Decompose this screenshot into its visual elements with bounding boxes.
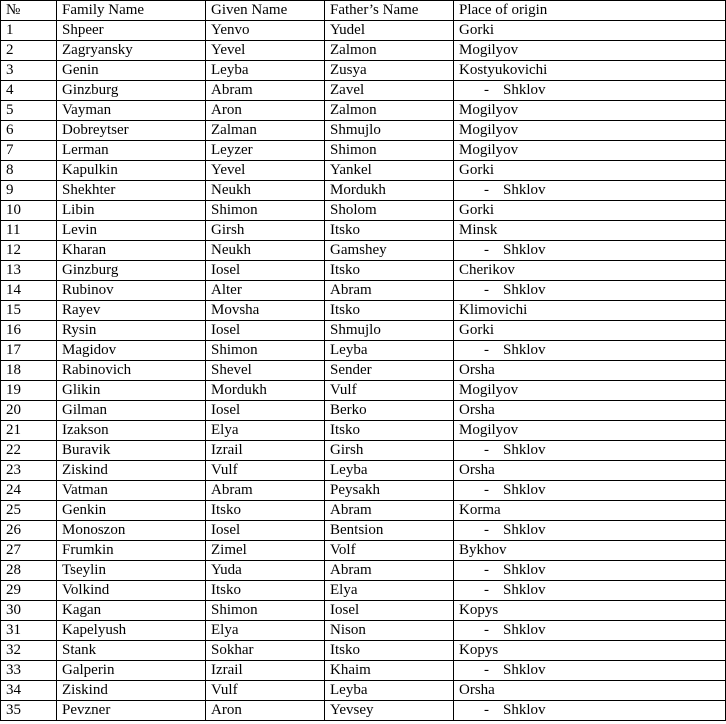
row-number: 30 <box>1 601 57 621</box>
place-dash-marker: - <box>484 242 489 258</box>
given-name-cell: Yevel <box>206 41 325 61</box>
given-name-cell: Vulf <box>206 681 325 701</box>
table-row <box>1 121 726 141</box>
fathers-name-cell: Itsko <box>325 221 454 241</box>
given-name-cell: Movsha <box>206 301 325 321</box>
family-name-cell: Frumkin <box>57 541 206 561</box>
family-name-cell: Vayman <box>57 101 206 121</box>
place-name: Shklov <box>503 482 546 498</box>
table-row <box>1 441 726 461</box>
row-number: 25 <box>1 501 57 521</box>
given-name-cell: Leyba <box>206 61 325 81</box>
row-number: 1 <box>1 21 57 41</box>
place-of-origin-cell <box>454 281 726 301</box>
place-dash-marker: - <box>484 442 489 458</box>
fathers-name-cell: Itsko <box>325 421 454 441</box>
given-name-cell: Itsko <box>206 501 325 521</box>
table-row <box>1 361 726 381</box>
fathers-name-cell: Leyba <box>325 681 454 701</box>
table-row <box>1 701 726 721</box>
family-name-cell: Zagryansky <box>57 41 206 61</box>
fathers-name-cell: Yudel <box>325 21 454 41</box>
place-dash-marker: - <box>484 82 489 98</box>
place-of-origin-cell: Bykhov <box>454 541 726 561</box>
row-number: 33 <box>1 661 57 681</box>
fathers-name-cell: Itsko <box>325 301 454 321</box>
family-name-cell: Vatman <box>57 481 206 501</box>
table-row <box>1 581 726 601</box>
place-dash-marker: - <box>484 622 489 638</box>
header-row <box>1 1 726 21</box>
place-of-origin-cell: Korma <box>454 501 726 521</box>
family-name-cell: Tseylin <box>57 561 206 581</box>
family-name-cell: Kapelyush <box>57 621 206 641</box>
table-row <box>1 221 726 241</box>
place-of-origin-cell: Gorki <box>454 321 726 341</box>
row-number: 2 <box>1 41 57 61</box>
given-name-cell: Yuda <box>206 561 325 581</box>
given-name-cell: Sokhar <box>206 641 325 661</box>
fathers-name-cell: Zusya <box>325 61 454 81</box>
row-number: 4 <box>1 81 57 101</box>
place-of-origin-cell <box>454 661 726 681</box>
place-dash-marker: - <box>484 182 489 198</box>
place-dash-marker: - <box>484 282 489 298</box>
fathers-name-cell: Zavel <box>325 81 454 101</box>
place-name: Shklov <box>503 582 546 598</box>
family-name-cell: Kagan <box>57 601 206 621</box>
family-name-cell: Rayev <box>57 301 206 321</box>
place-of-origin-cell: Gorki <box>454 161 726 181</box>
place-dash-marker: - <box>484 482 489 498</box>
row-number: 5 <box>1 101 57 121</box>
given-name-cell: Shimon <box>206 601 325 621</box>
fathers-name-cell: Bentsion <box>325 521 454 541</box>
fathers-name-cell: Zalmon <box>325 101 454 121</box>
table-row <box>1 181 726 201</box>
row-number: 6 <box>1 121 57 141</box>
place-name: Shklov <box>503 442 546 458</box>
fathers-name-cell: Sholom <box>325 201 454 221</box>
row-number: 13 <box>1 261 57 281</box>
family-name-cell: Ziskind <box>57 681 206 701</box>
table-header <box>1 1 726 21</box>
fathers-name-cell: Peysakh <box>325 481 454 501</box>
place-name: Shklov <box>503 342 546 358</box>
fathers-name-cell: Gamshey <box>325 241 454 261</box>
row-number: 26 <box>1 521 57 541</box>
family-name-cell: Pevzner <box>57 701 206 721</box>
place-of-origin-cell: Kopys <box>454 601 726 621</box>
row-number: 15 <box>1 301 57 321</box>
row-number: 34 <box>1 681 57 701</box>
place-dash-marker: - <box>484 702 489 718</box>
table-row <box>1 241 726 261</box>
family-name-cell: Galperin <box>57 661 206 681</box>
fathers-name-cell: Mordukh <box>325 181 454 201</box>
row-number: 35 <box>1 701 57 721</box>
row-number: 16 <box>1 321 57 341</box>
family-name-cell: Stank <box>57 641 206 661</box>
given-name-cell: Shevel <box>206 361 325 381</box>
header-given-name: Given Name <box>206 1 325 21</box>
fathers-name-cell: Khaim <box>325 661 454 681</box>
place-of-origin-cell: Orsha <box>454 361 726 381</box>
table-body <box>1 21 726 721</box>
place-of-origin-cell: Minsk <box>454 221 726 241</box>
table-row <box>1 621 726 641</box>
row-number: 27 <box>1 541 57 561</box>
fathers-name-cell: Iosel <box>325 601 454 621</box>
table-row <box>1 461 726 481</box>
given-name-cell: Izrail <box>206 441 325 461</box>
place-name: Shklov <box>503 282 546 298</box>
row-number: 24 <box>1 481 57 501</box>
given-name-cell: Itsko <box>206 581 325 601</box>
fathers-name-cell: Volf <box>325 541 454 561</box>
place-of-origin-cell <box>454 241 726 261</box>
table-row <box>1 281 726 301</box>
fathers-name-cell: Shmujlo <box>325 121 454 141</box>
row-number: 18 <box>1 361 57 381</box>
place-of-origin-cell: Cherikov <box>454 261 726 281</box>
place-of-origin-cell <box>454 621 726 641</box>
family-name-cell: Izakson <box>57 421 206 441</box>
fathers-name-cell: Abram <box>325 561 454 581</box>
family-name-cell: Ziskind <box>57 461 206 481</box>
place-of-origin-cell: Gorki <box>454 201 726 221</box>
row-number: 3 <box>1 61 57 81</box>
given-name-cell: Iosel <box>206 401 325 421</box>
family-name-cell: Rabinovich <box>57 361 206 381</box>
family-name-cell: Magidov <box>57 341 206 361</box>
table-row <box>1 141 726 161</box>
family-name-cell: Volkind <box>57 581 206 601</box>
fathers-name-cell: Abram <box>325 281 454 301</box>
place-name: Shklov <box>503 182 546 198</box>
given-name-cell: Mordukh <box>206 381 325 401</box>
place-of-origin-cell: Kopys <box>454 641 726 661</box>
given-name-cell: Girsh <box>206 221 325 241</box>
place-name: Shklov <box>503 622 546 638</box>
fathers-name-cell: Shimon <box>325 141 454 161</box>
place-of-origin-cell: Mogilyov <box>454 421 726 441</box>
fathers-name-cell: Abram <box>325 501 454 521</box>
table-row <box>1 561 726 581</box>
row-number: 12 <box>1 241 57 261</box>
table-row <box>1 661 726 681</box>
row-number: 31 <box>1 621 57 641</box>
given-name-cell: Iosel <box>206 261 325 281</box>
family-name-cell: Rysin <box>57 321 206 341</box>
place-of-origin-cell <box>454 561 726 581</box>
given-name-cell: Izrail <box>206 661 325 681</box>
given-name-cell: Aron <box>206 101 325 121</box>
place-of-origin-cell: Mogilyov <box>454 101 726 121</box>
given-name-cell: Aron <box>206 701 325 721</box>
given-name-cell: Zalman <box>206 121 325 141</box>
place-of-origin-cell: Mogilyov <box>454 121 726 141</box>
table-row <box>1 421 726 441</box>
place-dash-marker: - <box>484 342 489 358</box>
family-name-cell: Shekhter <box>57 181 206 201</box>
table-row <box>1 301 726 321</box>
place-name: Shklov <box>503 702 546 718</box>
header-family-name: Family Name <box>57 1 206 21</box>
fathers-name-cell: Girsh <box>325 441 454 461</box>
place-of-origin-cell <box>454 441 726 461</box>
family-name-cell: Buravik <box>57 441 206 461</box>
place-of-origin-cell: Gorki <box>454 21 726 41</box>
place-of-origin-cell <box>454 521 726 541</box>
place-of-origin-cell <box>454 481 726 501</box>
family-name-cell: Glikin <box>57 381 206 401</box>
place-name: Shklov <box>503 562 546 578</box>
fathers-name-cell: Leyba <box>325 461 454 481</box>
given-name-cell: Alter <box>206 281 325 301</box>
given-name-cell: Abram <box>206 481 325 501</box>
table-row <box>1 681 726 701</box>
fathers-name-cell: Elya <box>325 581 454 601</box>
table-row <box>1 481 726 501</box>
given-name-cell: Neukh <box>206 241 325 261</box>
row-number: 20 <box>1 401 57 421</box>
table-row <box>1 381 726 401</box>
table-row <box>1 641 726 661</box>
place-dash-marker: - <box>484 582 489 598</box>
place-of-origin-cell: Mogilyov <box>454 381 726 401</box>
family-name-cell: Ginzburg <box>57 81 206 101</box>
place-dash-marker: - <box>484 662 489 678</box>
table-row <box>1 41 726 61</box>
given-name-cell: Zimel <box>206 541 325 561</box>
fathers-name-cell: Yankel <box>325 161 454 181</box>
place-of-origin-cell: Orsha <box>454 681 726 701</box>
row-number: 21 <box>1 421 57 441</box>
place-name: Shklov <box>503 522 546 538</box>
place-name: Shklov <box>503 82 546 98</box>
place-of-origin-cell: Klimovichi <box>454 301 726 321</box>
row-number: 14 <box>1 281 57 301</box>
table-row <box>1 501 726 521</box>
given-name-cell: Neukh <box>206 181 325 201</box>
family-name-cell: Ginzburg <box>57 261 206 281</box>
table-row <box>1 81 726 101</box>
table-row <box>1 321 726 341</box>
place-of-origin-cell <box>454 81 726 101</box>
row-number: 28 <box>1 561 57 581</box>
given-name-cell: Abram <box>206 81 325 101</box>
place-of-origin-cell: Orsha <box>454 401 726 421</box>
family-name-cell: Kapulkin <box>57 161 206 181</box>
row-number: 23 <box>1 461 57 481</box>
family-name-cell: Shpeer <box>57 21 206 41</box>
given-name-cell: Leyzer <box>206 141 325 161</box>
given-name-cell: Elya <box>206 621 325 641</box>
family-name-cell: Lerman <box>57 141 206 161</box>
row-number: 7 <box>1 141 57 161</box>
fathers-name-cell: Berko <box>325 401 454 421</box>
fathers-name-cell: Zalmon <box>325 41 454 61</box>
place-of-origin-cell: Mogilyov <box>454 141 726 161</box>
fathers-name-cell: Itsko <box>325 641 454 661</box>
fathers-name-cell: Yevsey <box>325 701 454 721</box>
place-of-origin-cell: Orsha <box>454 461 726 481</box>
row-number: 9 <box>1 181 57 201</box>
fathers-name-cell: Sender <box>325 361 454 381</box>
place-dash-marker: - <box>484 562 489 578</box>
fathers-name-cell: Nison <box>325 621 454 641</box>
row-number: 17 <box>1 341 57 361</box>
family-name-cell: Gilman <box>57 401 206 421</box>
place-of-origin-cell <box>454 701 726 721</box>
given-name-cell: Yevel <box>206 161 325 181</box>
table-row <box>1 161 726 181</box>
header-place-of-origin: Place of origin <box>454 1 726 21</box>
family-name-cell: Genin <box>57 61 206 81</box>
row-number: 19 <box>1 381 57 401</box>
fathers-name-cell: Leyba <box>325 341 454 361</box>
row-number: 32 <box>1 641 57 661</box>
family-name-cell: Dobreytser <box>57 121 206 141</box>
table-row <box>1 201 726 221</box>
row-number: 11 <box>1 221 57 241</box>
row-number: 8 <box>1 161 57 181</box>
table-row <box>1 521 726 541</box>
given-name-cell: Iosel <box>206 321 325 341</box>
place-dash-marker: - <box>484 522 489 538</box>
table-row <box>1 21 726 41</box>
family-name-cell: Libin <box>57 201 206 221</box>
family-name-cell: Genkin <box>57 501 206 521</box>
given-name-cell: Iosel <box>206 521 325 541</box>
place-of-origin-cell <box>454 181 726 201</box>
family-name-cell: Kharan <box>57 241 206 261</box>
given-name-cell: Shimon <box>206 201 325 221</box>
table-row <box>1 401 726 421</box>
family-name-cell: Rubinov <box>57 281 206 301</box>
place-of-origin-cell <box>454 581 726 601</box>
fathers-name-cell: Itsko <box>325 261 454 281</box>
row-number: 22 <box>1 441 57 461</box>
fathers-name-cell: Vulf <box>325 381 454 401</box>
table-row <box>1 261 726 281</box>
given-name-cell: Vulf <box>206 461 325 481</box>
table-row <box>1 541 726 561</box>
given-name-cell: Yenvo <box>206 21 325 41</box>
place-of-origin-cell <box>454 341 726 361</box>
place-of-origin-cell: Kostyukovichi <box>454 61 726 81</box>
family-name-cell: Levin <box>57 221 206 241</box>
table-row <box>1 61 726 81</box>
fathers-name-cell: Shmujlo <box>325 321 454 341</box>
header-fathers-name: Father’s Name <box>325 1 454 21</box>
header-number: № <box>1 1 57 21</box>
table-row <box>1 601 726 621</box>
table-row <box>1 341 726 361</box>
row-number: 29 <box>1 581 57 601</box>
family-name-cell: Monoszon <box>57 521 206 541</box>
row-number: 10 <box>1 201 57 221</box>
given-name-cell: Elya <box>206 421 325 441</box>
table-row <box>1 101 726 121</box>
place-of-origin-cell: Mogilyov <box>454 41 726 61</box>
given-name-cell: Shimon <box>206 341 325 361</box>
place-name: Shklov <box>503 242 546 258</box>
place-name: Shklov <box>503 662 546 678</box>
